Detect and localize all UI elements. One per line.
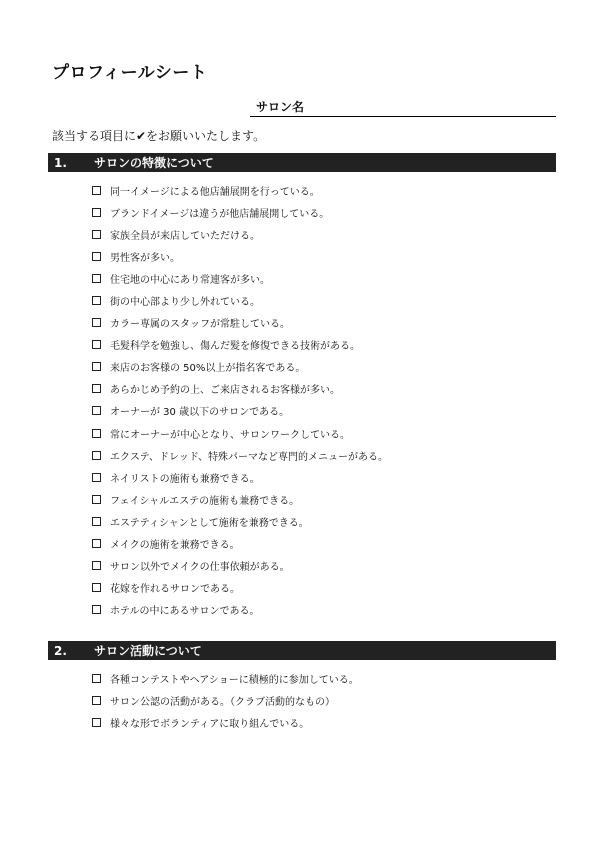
checklist-section-2 — [92, 667, 359, 733]
checkbox-icon[interactable] — [92, 362, 101, 371]
checkbox-icon[interactable] — [92, 429, 101, 438]
checkbox-icon[interactable] — [92, 605, 101, 614]
checkbox-icon[interactable] — [92, 230, 101, 239]
checklist-item-label: エステティシャンとして施術を兼務できる。 — [110, 517, 309, 529]
checklist-item[interactable] — [92, 422, 388, 444]
checklist-item[interactable] — [92, 444, 388, 466]
checklist-item-label: あらかじめ予約の上、ご来店されるお客様が多い。 — [110, 385, 340, 397]
checklist-item-label: ネイリストの施術も兼務できる。 — [110, 473, 260, 485]
checklist-item[interactable] — [92, 179, 388, 201]
checklist-item-label: ブランドイメージは違うが他店舗展開している。 — [110, 208, 330, 220]
checklist-item[interactable] — [92, 488, 388, 510]
section-title: サロン活動について — [94, 644, 202, 658]
section-header-2 — [48, 641, 556, 660]
checkbox-icon[interactable] — [92, 318, 101, 327]
section-title: サロンの特徴について — [94, 156, 214, 170]
checkbox-icon[interactable] — [92, 517, 101, 526]
checkbox-icon[interactable] — [92, 583, 101, 592]
checkbox-icon[interactable] — [92, 696, 101, 705]
checklist-item[interactable] — [92, 267, 388, 289]
checkbox-icon[interactable] — [92, 561, 101, 570]
checkbox-icon[interactable] — [92, 473, 101, 482]
checklist-item-label: 同一イメージによる他店舗展開を行っている。 — [110, 186, 320, 198]
checklist-item-label: 来店のお客様の 50%以上が指名客である。 — [110, 363, 306, 375]
checkbox-icon[interactable] — [92, 340, 101, 349]
salon-name-underline — [250, 116, 556, 117]
checklist-item[interactable] — [92, 533, 388, 555]
checklist-item[interactable] — [92, 577, 388, 599]
checklist-item[interactable] — [92, 378, 388, 400]
page-title: プロフィールシート — [52, 63, 208, 83]
checkbox-icon[interactable] — [92, 674, 101, 683]
checklist-item-label: サロン公認の活動がある。（クラブ活動的なもの） — [110, 696, 335, 708]
checkbox-icon[interactable] — [92, 451, 101, 460]
checklist-item[interactable] — [92, 201, 388, 223]
section-header-1 — [48, 153, 556, 172]
checkbox-icon[interactable] — [92, 406, 101, 415]
checkbox-icon[interactable] — [92, 186, 101, 195]
checklist-item[interactable] — [92, 289, 388, 311]
checklist-item-label: 各種コンテストやヘアショーに積極的に参加している。 — [110, 674, 359, 686]
checklist-item[interactable] — [92, 555, 388, 577]
checklist-item[interactable] — [92, 711, 359, 733]
checkbox-icon[interactable] — [92, 495, 101, 504]
checklist-item[interactable] — [92, 510, 388, 532]
instruction-text: 該当する項目に✔をお願いいたします。 — [52, 129, 266, 143]
checkbox-icon[interactable] — [92, 252, 101, 261]
checkbox-icon[interactable] — [92, 208, 101, 217]
checklist-section-1 — [92, 179, 388, 621]
checklist-item-label: 家族全員が来店していただける。 — [110, 230, 260, 242]
checklist-item-label: メイクの施術を兼務できる。 — [110, 540, 240, 552]
checklist-item-label: 様々な形でボランティアに取り組んでいる。 — [110, 718, 310, 730]
checklist-item-label: フェイシャルエステの施術も兼務できる。 — [110, 495, 300, 507]
checklist-item-label: ホテルの中にあるサロンである。 — [110, 606, 260, 618]
checkbox-icon[interactable] — [92, 274, 101, 283]
checklist-item[interactable] — [92, 466, 388, 488]
section-number: 1. — [54, 155, 67, 170]
checklist-item-label: 男性客が多い。 — [110, 252, 180, 264]
checkbox-icon[interactable] — [92, 718, 101, 727]
checkbox-icon[interactable] — [92, 539, 101, 548]
checklist-item[interactable] — [92, 689, 359, 711]
checklist-item-label: 花嫁を作れるサロンである。 — [110, 584, 240, 596]
checklist-item-label: エクステ、ドレッド、特殊パーマなど専門的メニューがある。 — [110, 451, 388, 463]
salon-name-label: サロン名 — [256, 100, 305, 114]
checklist-item[interactable] — [92, 356, 388, 378]
checklist-item[interactable] — [92, 245, 388, 267]
checkbox-icon[interactable] — [92, 296, 101, 305]
checklist-item[interactable] — [92, 400, 388, 422]
checklist-item[interactable] — [92, 312, 388, 334]
checklist-item-label: 毛髪科学を勉強し、傷んだ髪を修復できる技術がある。 — [110, 341, 360, 353]
checklist-item-label: 街の中心部より少し外れている。 — [110, 297, 260, 309]
checklist-item-label: オーナーが 30 歳以下のサロンである。 — [110, 407, 290, 419]
checklist-item-label: サロン以外でメイクの仕事依頼がある。 — [110, 562, 290, 574]
checklist-item-label: 住宅地の中心にあり常連客が多い。 — [110, 274, 270, 286]
checklist-item[interactable] — [92, 223, 388, 245]
checklist-item[interactable] — [92, 334, 388, 356]
checklist-item-label: 常にオーナーが中心となり、サロンワークしている。 — [110, 429, 350, 441]
checkbox-icon[interactable] — [92, 384, 101, 393]
checklist-item-label: カラー専属のスタッフが常駐している。 — [110, 319, 290, 331]
checklist-item[interactable] — [92, 667, 359, 689]
section-number: 2. — [54, 643, 67, 658]
checklist-item[interactable] — [92, 599, 388, 621]
